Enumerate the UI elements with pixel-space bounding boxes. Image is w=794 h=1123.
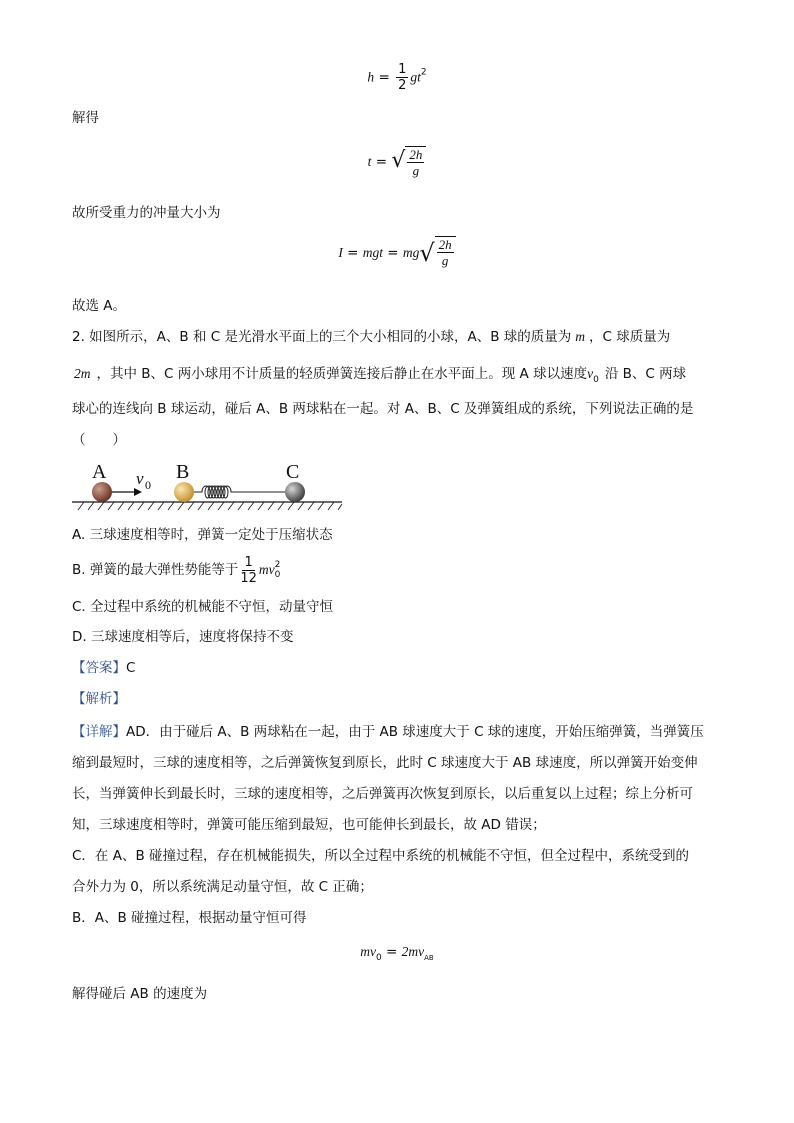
text-last: 解得碰后 AB 的速度为 <box>72 986 208 1002</box>
ball-b <box>174 482 194 502</box>
formula-time <box>0 146 794 178</box>
question-line-3: 球心的连线向 B 球运动，碰后 A、B 两球粘在一起。对 A、B、C 及弹簧组成的系统，下列说法正确的是 <box>72 401 694 417</box>
formula-free-fall <box>0 62 794 93</box>
answer-tag: 【答案】 <box>72 660 126 676</box>
formula-subscript: AB <box>424 954 434 962</box>
detail-tag: 【详解】 <box>72 724 126 740</box>
text-impulse: 故所受重力的冲量大小为 <box>72 205 221 221</box>
ball-a <box>92 482 112 502</box>
question-text: ，其中 B、C 两小球用不计质量的轻质弹簧连接后静止在水平面上。现 A 球以速度 <box>96 366 588 382</box>
fraction-denominator: g <box>412 163 420 178</box>
formula-op: = <box>386 944 398 960</box>
detail-line-5: C．在 A、B 碰撞过程，存在机械能损失，所以全过程中系统的机械能不守恒，但全过程中，系统受到的 <box>72 848 690 864</box>
formula-sqrt: √ $\frac{2h}{g}$ <box>419 236 455 270</box>
formula-var: mg <box>402 245 420 260</box>
option-text: B. 弹簧的最大弹性势能等于 <box>72 562 239 578</box>
detail-line-7: B．A、B 碰撞过程，根据动量守恒可得 <box>72 910 307 926</box>
detail-text: AD．由于碰后 A、B 两球粘在一起，由于 AB 球速度大于 C 球的速度，开始压缩弹簧，当弹簧压 <box>126 724 704 740</box>
question-var: v <box>587 366 594 381</box>
option-a: A. 三球速度相等时，弹簧一定处于压缩状态 <box>72 527 333 543</box>
formula-var: 2mv <box>401 944 425 959</box>
formula-var: t <box>367 154 372 169</box>
formula-sqrt: √ $\frac{2h}{g}$ <box>391 146 426 178</box>
fraction-denominator: g <box>441 253 449 268</box>
formula-op: = <box>347 245 359 261</box>
option-b <box>72 553 722 587</box>
answer-line <box>72 658 722 678</box>
velocity-label: v <box>136 469 144 488</box>
analysis-label: 【解析】 <box>72 691 126 707</box>
formula-exponent: 2 <box>420 67 427 78</box>
analysis-tag <box>72 689 722 709</box>
formula-impulse <box>0 236 794 270</box>
detail-line-3: 长，当弹簧伸长到最长时，三球的速度相等，之后弹簧再次恢复到原长，以后重复以上过程；综上分析可 <box>72 786 693 802</box>
question-text: ，C 球质量为 <box>589 329 671 345</box>
detail-line-6: 合外力为 0，所以系统满足动量守恒，故 C 正确； <box>72 879 373 895</box>
formula-var: mgt <box>362 245 383 260</box>
formula-var: I <box>338 245 343 260</box>
formula-op: = <box>378 69 390 86</box>
formula-subscript: 0 <box>376 953 382 963</box>
ball-c <box>285 482 305 502</box>
detail-line-2: 缩到最短时，三球的速度相等，之后弹簧恢复到原长，此时 C 球速度大于 AB 球速度，所以弹簧开始变伸 <box>72 755 698 771</box>
question-text: 2. 如图所示，A、B 和 C 是光滑水平面上的三个大小相同的小球，A、B 球的质量为 <box>72 329 572 345</box>
fraction-numerator: 1 <box>398 62 407 77</box>
formula-op: = <box>375 154 388 170</box>
spring <box>193 486 285 498</box>
fraction-denominator: 12 <box>240 570 257 586</box>
fraction-numerator: 2h <box>438 237 452 252</box>
option-var: mv <box>258 562 275 577</box>
formula-var: gt <box>410 69 421 85</box>
label-c: C <box>286 461 300 483</box>
question-line-1 <box>72 327 722 347</box>
question-var: 2m <box>74 366 91 381</box>
detail-line-4: 知，三球速度相等时，弹簧可能压缩到最短，也可能伸长到最长，故 AD 错误； <box>72 817 546 833</box>
option-fraction <box>240 555 257 586</box>
option-subscript: 0 <box>274 570 281 580</box>
option-exponent: 2 <box>274 560 281 570</box>
answer-value: C <box>126 660 136 676</box>
text-choose: 故选 A。 <box>72 298 127 314</box>
option-d: D. 三球速度相等后，速度将保持不变 <box>72 629 294 645</box>
formula-var: h <box>367 69 375 85</box>
question-var: m <box>575 329 586 344</box>
formula-fraction <box>396 62 408 93</box>
label-a: A <box>92 461 107 483</box>
spring-balls-figure <box>72 456 352 518</box>
option-c: C. 全过程中系统的机械能不守恒，动量守恒 <box>72 599 334 615</box>
label-b: B <box>176 461 190 483</box>
ground-hatching <box>78 502 342 510</box>
question-line-2 <box>72 364 722 390</box>
velocity-subscript: 0 <box>145 478 151 492</box>
detail-line-1 <box>72 722 722 742</box>
velocity-arrowhead <box>134 488 142 496</box>
formula-momentum <box>0 944 794 963</box>
question-line-4: （ ） <box>72 432 126 448</box>
fraction-numerator: 2h <box>409 147 423 162</box>
formula-op: = <box>387 245 399 261</box>
fraction-numerator: 1 <box>244 554 253 570</box>
question-subscript: 0 <box>593 375 599 385</box>
fraction-denominator: 2 <box>398 78 407 93</box>
question-text: 沿 B、C 两球 <box>604 366 687 382</box>
text-solve: 解得 <box>72 110 99 126</box>
formula-var: mv <box>360 944 376 959</box>
